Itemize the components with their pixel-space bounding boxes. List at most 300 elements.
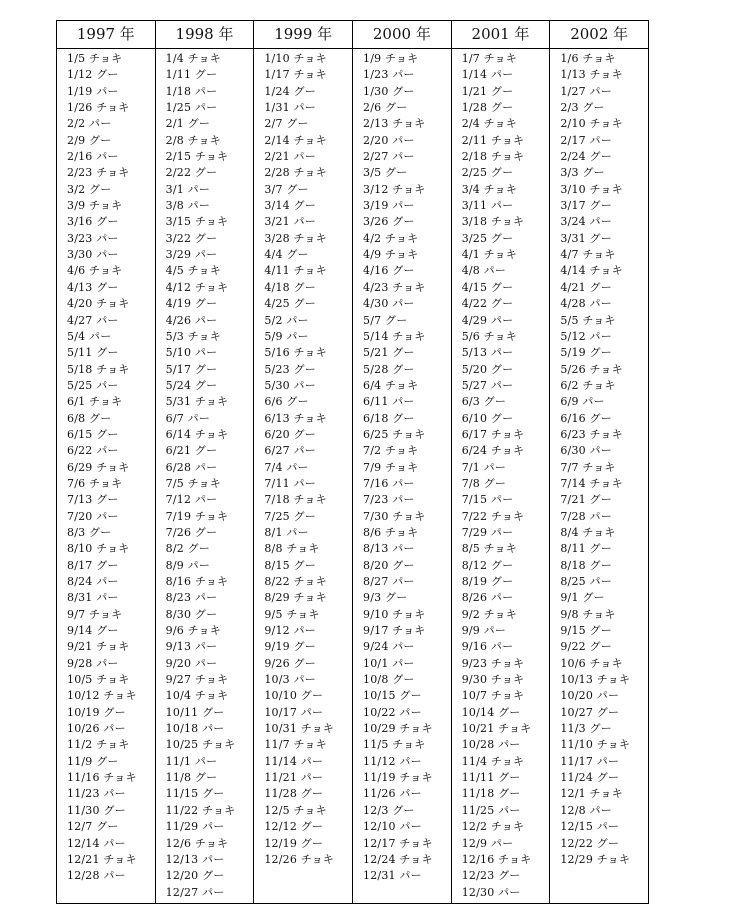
- date-entry: 10/11 グー: [165, 705, 225, 719]
- date-entry: 4/1 チョキ: [461, 248, 517, 262]
- date-entry: 4/7 チョキ: [560, 248, 616, 262]
- date-entry: 7/12 パー: [165, 493, 218, 507]
- date-entry: 9/20 パー: [165, 656, 218, 670]
- date-entry: 6/21 グー: [165, 444, 218, 458]
- date-entry: 7/22 チョキ: [461, 509, 525, 523]
- date-entry: 2/9 グー: [67, 133, 112, 147]
- date-entry: 6/6 グー: [264, 395, 309, 409]
- date-entry: 12/26 チョキ: [264, 852, 335, 866]
- date-entry: 12/30 パー: [461, 885, 521, 899]
- date-entry: 11/17 パー: [560, 754, 620, 768]
- date-entry: 8/18 グー: [560, 558, 612, 572]
- date-entry: 6/23 チョキ: [560, 427, 623, 441]
- date-entry: 2/27 パー: [363, 150, 415, 164]
- date-entry: 11/30 グー: [67, 803, 126, 817]
- date-entry: 9/3 グー: [363, 591, 408, 605]
- date-entry: 10/31 チョキ: [264, 722, 335, 736]
- date-entry: 10/19 グー: [67, 705, 126, 719]
- date-entry: 2/22 グー: [165, 166, 218, 180]
- date-entry: 1/27 パー: [560, 84, 612, 98]
- date-entry: 7/8 グー: [461, 476, 507, 490]
- date-entry: 11/2 チョキ: [67, 738, 130, 752]
- entries-list: [156, 49, 254, 901]
- date-entry: 12/28 パー: [67, 869, 126, 883]
- date-entry: 8/2 グー: [165, 542, 211, 556]
- date-entry: 7/2 チョキ: [363, 444, 419, 458]
- entries-list: [550, 49, 648, 868]
- year-header: 1997 年: [57, 21, 155, 49]
- date-entry: 12/10 パー: [363, 820, 422, 834]
- date-entry: 2/15 チョキ: [165, 150, 229, 164]
- date-entry: 11/26 パー: [363, 787, 422, 801]
- date-entry: 12/7 グー: [67, 820, 119, 834]
- date-entry: 12/12 グー: [264, 820, 324, 834]
- date-entry: 11/10 チョキ: [560, 738, 631, 752]
- date-entry: 12/27 パー: [165, 885, 225, 899]
- date-entry: 1/5 チョキ: [67, 52, 123, 65]
- date-entry: 6/8 グー: [67, 411, 112, 425]
- date-entry: 5/10 パー: [165, 346, 218, 360]
- date-entry: 5/14 チョキ: [363, 329, 426, 343]
- date-entry: 11/15 グー: [165, 787, 225, 801]
- date-entry: 9/24 パー: [363, 640, 415, 654]
- date-entry: 11/21 パー: [264, 771, 324, 785]
- date-entry: 9/19 グー: [264, 640, 316, 654]
- date-entry: 5/5 チョキ: [560, 313, 616, 327]
- date-entry: 4/11 チョキ: [264, 264, 327, 278]
- date-entry: 7/6 チョキ: [67, 476, 123, 490]
- date-entry: 11/28 グー: [264, 787, 324, 801]
- date-entry: 8/4 チョキ: [560, 525, 616, 539]
- date-entry: 9/1 グー: [560, 591, 605, 605]
- date-entry: 1/17 チョキ: [264, 68, 327, 82]
- date-entry: 12/23 グー: [461, 869, 521, 883]
- date-entry: 2/28 チョキ: [264, 166, 327, 180]
- date-entry: 1/25 パー: [165, 101, 218, 115]
- date-entry: 6/20 グー: [264, 427, 316, 441]
- date-entry: 11/23 パー: [67, 787, 126, 801]
- date-entry: 2/11 チョキ: [461, 133, 525, 147]
- date-entry: 7/15 パー: [461, 493, 514, 507]
- date-entry: 4/9 チョキ: [363, 248, 419, 262]
- date-entry: 3/30 パー: [67, 248, 119, 262]
- date-entry: 8/13 パー: [363, 542, 415, 556]
- date-entry: 11/4 チョキ: [461, 754, 525, 768]
- date-entry: 6/4 チョキ: [363, 378, 419, 392]
- date-entry: 1/11 グー: [165, 68, 218, 82]
- date-entry: 12/1 チョキ: [560, 787, 623, 801]
- date-entry: 2/3 グー: [560, 101, 605, 115]
- date-entry: 3/26 グー: [363, 215, 415, 229]
- date-entry: 3/9 チョキ: [67, 199, 123, 213]
- date-entry: 9/13 パー: [165, 640, 218, 654]
- date-entry: 2/18 チョキ: [461, 150, 525, 164]
- date-entry: 12/5 チョキ: [264, 803, 327, 817]
- date-entry: 5/27 パー: [461, 378, 514, 392]
- date-entry: 11/16 チョキ: [67, 771, 137, 785]
- date-entry: 3/18 チョキ: [461, 215, 525, 229]
- date-entry: 9/16 パー: [461, 640, 514, 654]
- date-entry: 10/22 パー: [363, 705, 422, 719]
- date-entry: 3/14 グー: [264, 199, 316, 213]
- date-entry: 6/16 グー: [560, 411, 612, 425]
- date-entry: 7/7 チョキ: [560, 460, 616, 474]
- date-entry: 10/21 チョキ: [461, 722, 532, 736]
- date-entry: 4/8 パー: [461, 264, 507, 278]
- date-entry: 5/24 グー: [165, 378, 218, 392]
- date-entry: 2/20 パー: [363, 133, 415, 147]
- date-entry: 11/22 チョキ: [165, 803, 236, 817]
- date-entry: 1/18 パー: [165, 84, 218, 98]
- date-entry: 4/25 グー: [264, 297, 316, 311]
- date-entry: 7/26 グー: [165, 525, 218, 539]
- date-entry: 5/28 グー: [363, 362, 415, 376]
- date-entry: 12/15 パー: [560, 820, 620, 834]
- date-entry: 3/29 パー: [165, 248, 218, 262]
- date-entry: 12/21 チョキ: [67, 852, 137, 866]
- date-entry: 7/29 パー: [461, 525, 514, 539]
- date-entry: 11/9 グー: [67, 754, 119, 768]
- date-entry: 9/12 パー: [264, 624, 316, 638]
- date-entry: 9/22 グー: [560, 640, 612, 654]
- year-column: [253, 21, 352, 903]
- date-entry: 9/6 チョキ: [165, 624, 221, 638]
- date-entry: 1/30 グー: [363, 84, 415, 98]
- date-entry: 11/11 グー: [461, 771, 521, 785]
- date-entry: 10/4 チョキ: [165, 689, 229, 703]
- date-entry: 3/22 グー: [165, 231, 218, 245]
- date-entry: 1/21 グー: [461, 84, 514, 98]
- date-entry: 7/1 パー: [461, 460, 507, 474]
- entries-list: [254, 49, 352, 868]
- date-entry: 12/2 チョキ: [461, 820, 525, 834]
- date-entry: 9/28 パー: [67, 656, 119, 670]
- date-entry: 1/6 チョキ: [560, 52, 616, 65]
- date-entry: 5/3 チョキ: [165, 329, 221, 343]
- year-header: 1998 年: [156, 21, 254, 49]
- date-entry: 8/17 グー: [67, 558, 119, 572]
- date-entry: 6/1 チョキ: [67, 395, 123, 409]
- date-entry: 9/14 グー: [67, 624, 119, 638]
- date-entry: 2/6 グー: [363, 101, 408, 115]
- date-entry: 10/1 パー: [363, 656, 415, 670]
- date-entry: 5/31 チョキ: [165, 395, 229, 409]
- date-entry: 8/26 パー: [461, 591, 514, 605]
- date-entry: 10/28 パー: [461, 738, 521, 752]
- date-entry: 8/8 チョキ: [264, 542, 320, 556]
- date-entry: 7/5 チョキ: [165, 476, 221, 490]
- date-entry: 4/28 パー: [560, 297, 612, 311]
- date-entry: 8/9 パー: [165, 558, 211, 572]
- date-entry: 12/3 グー: [363, 803, 415, 817]
- date-entry: 3/1 パー: [165, 182, 211, 196]
- date-entry: 3/16 グー: [67, 215, 119, 229]
- date-entry: 4/14 チョキ: [560, 264, 623, 278]
- date-entry: 4/4 グー: [264, 248, 309, 262]
- date-entry: 2/17 パー: [560, 133, 612, 147]
- date-entry: 2/2 パー: [67, 117, 112, 131]
- date-entry: 9/10 チョキ: [363, 607, 426, 621]
- year-column: [57, 21, 155, 903]
- date-entry: 4/22 グー: [461, 297, 514, 311]
- date-entry: 8/29 チョキ: [264, 591, 327, 605]
- date-entry: 10/14 グー: [461, 705, 521, 719]
- date-entry: 12/17 チョキ: [363, 836, 433, 850]
- date-entry: 11/7 チョキ: [264, 738, 327, 752]
- date-entry: 8/15 グー: [264, 558, 316, 572]
- date-entry: 10/20 パー: [560, 689, 620, 703]
- date-entry: 3/12 チョキ: [363, 182, 426, 196]
- date-entry: 6/11 パー: [363, 395, 415, 409]
- date-entry: 5/9 パー: [264, 329, 309, 343]
- date-entry: 7/4 パー: [264, 460, 309, 474]
- year-column: [451, 21, 550, 903]
- date-entry: 11/18 グー: [461, 787, 521, 801]
- date-entry: 4/16 グー: [363, 264, 415, 278]
- date-entry: 5/7 グー: [363, 313, 408, 327]
- date-entry: 5/30 パー: [264, 378, 316, 392]
- year-header: 2002 年: [550, 21, 648, 49]
- date-entry: 5/18 チョキ: [67, 362, 130, 376]
- date-entry: 6/18 グー: [363, 411, 415, 425]
- date-entry: 1/13 チョキ: [560, 68, 623, 82]
- date-entry: 4/20 チョキ: [67, 297, 130, 311]
- date-entry: 5/6 チョキ: [461, 329, 517, 343]
- date-entry: 4/18 グー: [264, 280, 316, 294]
- date-entry: 4/12 チョキ: [165, 280, 229, 294]
- schedule-table: [56, 20, 649, 904]
- date-entry: 5/19 グー: [560, 346, 612, 360]
- date-entry: 12/16 チョキ: [461, 852, 532, 866]
- date-entry: 3/10 チョキ: [560, 182, 623, 196]
- date-entry: 11/25 パー: [461, 803, 521, 817]
- date-entry: 12/22 グー: [560, 836, 620, 850]
- date-entry: 6/9 パー: [560, 395, 605, 409]
- date-entry: 12/8 パー: [560, 803, 612, 817]
- date-entry: 7/28 パー: [560, 509, 612, 523]
- date-entry: 4/26 パー: [165, 313, 218, 327]
- date-entry: 8/16 チョキ: [165, 575, 229, 588]
- date-entry: 1/23 パー: [363, 68, 415, 82]
- date-entry: 7/19 チョキ: [165, 509, 229, 523]
- date-entry: 5/21 グー: [363, 346, 415, 360]
- date-entry: 5/20 グー: [461, 362, 514, 376]
- date-entry: 4/6 チョキ: [67, 264, 123, 278]
- date-entry: 10/12 チョキ: [67, 689, 137, 703]
- date-entry: 1/19 パー: [67, 84, 119, 98]
- date-entry: 7/21 グー: [560, 493, 612, 507]
- date-entry: 6/27 パー: [264, 444, 316, 458]
- date-entry: 6/14 チョキ: [165, 427, 229, 441]
- entries-list: [452, 49, 550, 901]
- date-entry: 10/8 グー: [363, 673, 415, 687]
- date-entry: 6/7 パー: [165, 411, 211, 425]
- date-entry: 1/12 グー: [67, 68, 119, 82]
- date-entry: 7/9 チョキ: [363, 460, 419, 474]
- date-entry: 11/12 パー: [363, 754, 422, 768]
- date-entry: 7/30 チョキ: [363, 509, 426, 523]
- year-header: 1999 年: [254, 21, 352, 49]
- date-entry: 9/8 チョキ: [560, 607, 616, 621]
- date-entry: 9/15 グー: [560, 624, 612, 638]
- date-entry: 12/6 チョキ: [165, 836, 229, 850]
- date-entry: 3/3 グー: [560, 166, 605, 180]
- date-entry: 12/20 グー: [165, 869, 225, 883]
- date-entry: 2/14 チョキ: [264, 133, 327, 147]
- date-entry: 9/2 チョキ: [461, 607, 517, 621]
- date-entry: 3/17 グー: [560, 199, 612, 213]
- date-entry: 4/30 パー: [363, 297, 415, 311]
- date-entry: 2/16 パー: [67, 150, 119, 164]
- date-entry: 12/19 グー: [264, 836, 324, 850]
- date-entry: 6/30 パー: [560, 444, 612, 458]
- date-entry: 8/23 パー: [165, 591, 218, 605]
- date-entry: 7/25 グー: [264, 509, 316, 523]
- date-entry: 10/3 パー: [264, 673, 316, 687]
- date-entry: 9/23 チョキ: [461, 656, 525, 670]
- date-entry: 10/26 パー: [67, 722, 126, 736]
- date-entry: 11/3 グー: [560, 722, 612, 736]
- date-entry: 4/2 チョキ: [363, 231, 419, 245]
- date-entry: 7/14 チョキ: [560, 476, 623, 490]
- date-entry: 2/8 チョキ: [165, 133, 221, 147]
- date-entry: 2/1 グー: [165, 117, 211, 131]
- date-entry: 8/27 パー: [363, 575, 415, 588]
- date-entry: 6/15 グー: [67, 427, 119, 441]
- year-header: 2000 年: [353, 21, 451, 49]
- date-entry: 9/5 チョキ: [264, 607, 320, 621]
- date-entry: 10/29 チョキ: [363, 722, 433, 736]
- date-entry: 5/13 パー: [461, 346, 514, 360]
- date-entry: 8/1 パー: [264, 525, 309, 539]
- date-entry: 2/25 グー: [461, 166, 514, 180]
- date-entry: 12/31 パー: [363, 869, 422, 883]
- date-entry: 12/29 チョキ: [560, 852, 631, 866]
- entries-list: [353, 49, 451, 885]
- date-entry: 4/15 グー: [461, 280, 514, 294]
- date-entry: 10/25 チョキ: [165, 738, 236, 752]
- date-entry: 1/24 グー: [264, 84, 316, 98]
- date-entry: 3/7 グー: [264, 182, 309, 196]
- date-entry: 5/23 グー: [264, 362, 316, 376]
- date-entry: 8/12 グー: [461, 558, 514, 572]
- date-entry: 10/17 パー: [264, 705, 324, 719]
- date-entry: 9/30 チョキ: [461, 673, 525, 687]
- date-entry: 3/11 パー: [461, 199, 514, 213]
- date-entry: 5/11 グー: [67, 346, 119, 360]
- date-entry: 6/28 パー: [165, 460, 218, 474]
- date-entry: 3/21 パー: [264, 215, 316, 229]
- date-entry: 1/28 グー: [461, 101, 514, 115]
- date-entry: 6/2 チョキ: [560, 378, 616, 392]
- year-column: [352, 21, 451, 903]
- date-entry: 5/25 パー: [67, 378, 119, 392]
- date-entry: 9/9 パー: [461, 624, 507, 638]
- date-entry: 2/21 パー: [264, 150, 316, 164]
- date-entry: 5/2 パー: [264, 313, 309, 327]
- date-entry: 6/22 パー: [67, 444, 119, 458]
- date-entry: 10/10 グー: [264, 689, 324, 703]
- date-entry: 7/18 チョキ: [264, 493, 327, 507]
- date-entry: 2/10 チョキ: [560, 117, 623, 131]
- date-entry: 1/26 チョキ: [67, 101, 130, 115]
- date-entry: 3/2 グー: [67, 182, 112, 196]
- date-entry: 3/4 チョキ: [461, 182, 517, 196]
- date-entry: 3/5 グー: [363, 166, 408, 180]
- date-entry: 1/14 パー: [461, 68, 514, 82]
- date-entry: 6/17 チョキ: [461, 427, 525, 441]
- date-entry: 2/24 グー: [560, 150, 612, 164]
- date-entry: 7/16 パー: [363, 476, 415, 490]
- date-entry: 8/22 チョキ: [264, 575, 327, 588]
- date-entry: 11/1 パー: [165, 754, 218, 768]
- date-entry: 8/6 チョキ: [363, 525, 419, 539]
- date-entry: 9/26 グー: [264, 656, 316, 670]
- date-entry: 3/24 パー: [560, 215, 612, 229]
- date-entry: 2/4 チョキ: [461, 117, 517, 131]
- date-entry: 9/7 チョキ: [67, 607, 123, 621]
- date-entry: 3/19 パー: [363, 199, 415, 213]
- date-entry: 7/20 パー: [67, 509, 119, 523]
- date-entry: 4/23 チョキ: [363, 280, 426, 294]
- date-entry: 3/31 グー: [560, 231, 612, 245]
- date-entry: 8/25 パー: [560, 575, 612, 588]
- date-entry: 8/24 パー: [67, 575, 119, 588]
- date-entry: 2/13 チョキ: [363, 117, 426, 131]
- date-entry: 5/12 パー: [560, 329, 612, 343]
- date-entry: 11/24 グー: [560, 771, 620, 785]
- date-entry: 8/10 チョキ: [67, 542, 130, 556]
- date-entry: 1/9 チョキ: [363, 52, 419, 65]
- date-entry: 7/13 グー: [67, 493, 119, 507]
- date-entry: 2/23 チョキ: [67, 166, 130, 180]
- date-entry: 9/21 チョキ: [67, 640, 130, 654]
- date-entry: 8/30 グー: [165, 607, 218, 621]
- date-entry: 6/3 グー: [461, 395, 507, 409]
- date-entry: 3/25 グー: [461, 231, 514, 245]
- date-entry: 11/14 パー: [264, 754, 324, 768]
- date-entry: 12/24 チョキ: [363, 852, 433, 866]
- date-entry: 10/5 チョキ: [67, 673, 130, 687]
- date-entry: 6/24 チョキ: [461, 444, 525, 458]
- date-entry: 12/13 パー: [165, 852, 225, 866]
- date-entry: 10/15 グー: [363, 689, 422, 703]
- date-entry: 8/5 チョキ: [461, 542, 517, 556]
- entries-list: [57, 49, 155, 885]
- date-entry: 4/19 グー: [165, 297, 218, 311]
- date-entry: 5/16 チョキ: [264, 346, 327, 360]
- date-entry: 8/20 グー: [363, 558, 415, 572]
- date-entry: 10/7 チョキ: [461, 689, 525, 703]
- date-entry: 6/10 グー: [461, 411, 514, 425]
- date-entry: 7/23 パー: [363, 493, 415, 507]
- date-entry: 7/11 パー: [264, 476, 316, 490]
- date-entry: 6/13 チョキ: [264, 411, 327, 425]
- date-entry: 1/31 パー: [264, 101, 316, 115]
- date-entry: 5/26 チョキ: [560, 362, 623, 376]
- date-entry: 9/27 チョキ: [165, 673, 229, 687]
- date-entry: 1/7 チョキ: [461, 52, 517, 65]
- date-entry: 3/23 パー: [67, 231, 119, 245]
- date-entry: 1/4 チョキ: [165, 52, 221, 65]
- date-entry: 6/29 チョキ: [67, 460, 130, 474]
- date-entry: 8/3 グー: [67, 525, 112, 539]
- date-entry: 3/15 チョキ: [165, 215, 229, 229]
- date-entry: 5/4 パー: [67, 329, 112, 343]
- date-entry: 11/8 グー: [165, 771, 218, 785]
- date-entry: 10/13 チョキ: [560, 673, 631, 687]
- date-entry: 12/9 パー: [461, 836, 514, 850]
